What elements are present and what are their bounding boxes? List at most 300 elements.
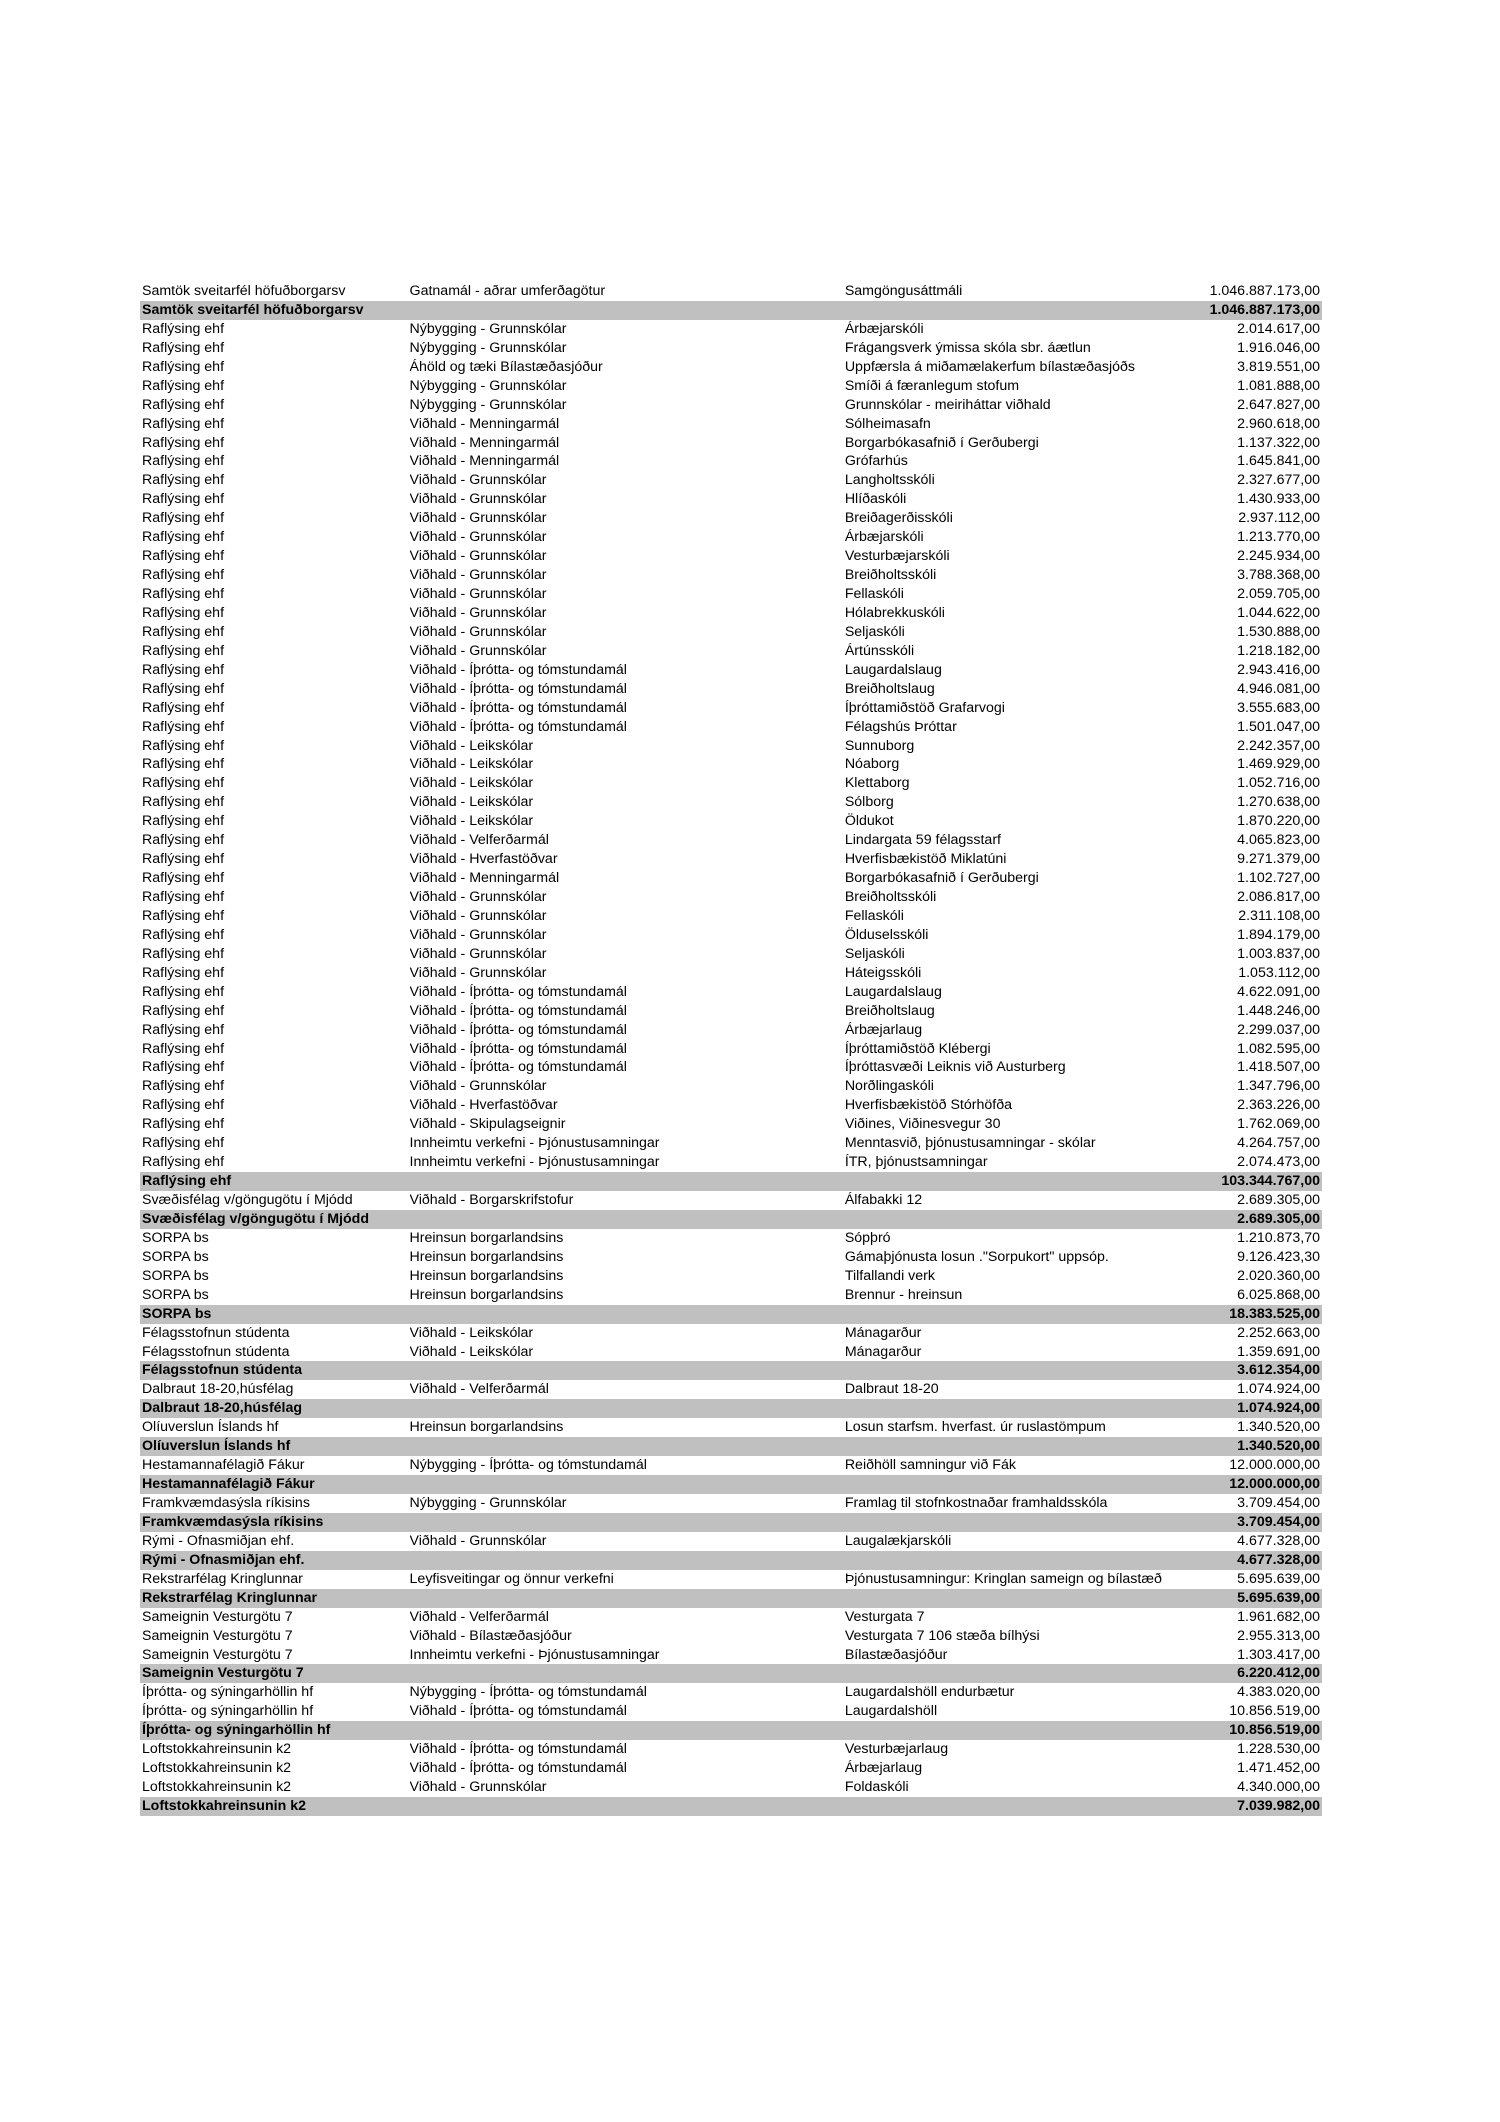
project-cell: Ölduselsskóli [844,926,929,943]
total-amount-cell: 1.074.924,00 [1237,1400,1321,1417]
project-cell: Laugardalslaug [844,983,942,1000]
ledger-row [140,1570,1322,1589]
category-cell: Innheimtu verkefni - Þjónustusamningar [409,1154,660,1171]
project-cell: Brennur - hreinsun [844,1286,963,1303]
vendor-cell: Raflýsing ehf [142,964,225,981]
project-cell: Reiðhöll samningur við Fák [844,1457,1016,1474]
project-cell: Breiðholtslaug [844,680,935,697]
project-cell: Lindargata 59 félagsstarf [844,832,1001,849]
category-cell: Hreinsun borgarlandsins [409,1267,564,1284]
vendor-cell: Raflýsing ehf [142,377,225,394]
vendor-cell: SORPA bs [142,1267,209,1284]
ledger-row [140,737,1322,756]
category-cell: Viðhald - Leikskólar [409,1324,534,1341]
vendor-cell: Raflýsing ehf [142,548,225,565]
ledger-row [140,604,1322,623]
total-amount-cell: 1.340.520,00 [1237,1438,1321,1455]
ledger-row [140,434,1322,453]
ledger-row [140,1740,1322,1759]
ledger-row [140,1627,1322,1646]
category-cell: Viðhald - Leikskólar [409,1343,534,1360]
project-cell: Félagshús Þróttar [844,718,957,735]
amount-cell: 1.053.112,00 [1238,964,1321,981]
category-cell: Viðhald - Borgarskrifstofur [409,1192,574,1208]
category-cell: Viðhald - Íþrótta- og tómstundamál [409,1002,627,1019]
ledger-row [140,1002,1322,1021]
project-cell: Breiðholtsskóli [844,889,937,905]
category-cell [410,1210,845,1229]
vendor-cell: Íþrótta- og sýningarhöllin hf [142,1722,331,1739]
vendor-total-row [140,1437,1322,1456]
vendor-total-row [140,1210,1322,1229]
category-cell [410,1475,845,1494]
vendor-cell: Raflýsing ehf [142,472,225,489]
ledger-row [140,1343,1322,1362]
project-cell: Borgarbókasafnið í Gerðubergi [844,870,1039,887]
ledger-row [140,452,1322,471]
amount-cell: 1.961.682,00 [1237,1608,1321,1625]
project-cell: Árbæjarlaug [844,1021,923,1038]
vendor-cell: Rými - Ofnasmiðjan ehf. [142,1532,295,1549]
project-cell [845,301,1180,320]
project-cell [845,1437,1180,1456]
project-cell: Grófarhús [844,453,908,470]
category-cell: Viðhald - Grunnskólar [409,567,547,584]
amount-cell: 1.916.046,00 [1237,339,1321,356]
ledger-row [140,812,1322,831]
vendor-cell: SORPA bs [142,1305,212,1322]
amount-cell: 2.647.827,00 [1237,396,1321,413]
project-cell: Íþróttasvæði Leiknis við Austurberg [844,1059,1066,1076]
category-cell [410,301,845,320]
vendor-cell: Íþrótta- og sýningarhöllin hf [142,1684,314,1701]
vendor-cell: Raflýsing ehf [142,661,225,678]
ledger-row [140,1702,1322,1721]
category-cell [410,1399,845,1418]
vendor-cell: Samtök sveitarfél höfuðborgarsv [142,301,364,318]
vendor-total-row [140,1399,1322,1418]
category-cell: Viðhald - Íþrótta- og tómstundamál [409,1703,627,1720]
ledger-row [140,964,1322,983]
project-cell [845,1361,1180,1380]
project-cell: Vesturgata 7 106 stæða bílhýsi [844,1627,1040,1644]
ledger-row [140,926,1322,945]
amount-cell: 1.052.716,00 [1237,775,1321,792]
ledger-row [140,585,1322,604]
ledger-row [140,774,1322,793]
category-cell: Viðhald - Grunnskólar [409,491,547,508]
project-cell: Öldukot [844,813,894,830]
project-cell [845,1305,1180,1324]
ledger-row [140,1683,1322,1702]
project-cell: Vesturbæjarlaug [844,1741,949,1758]
vendor-total-row [140,1513,1322,1532]
project-cell: Árbæjarlaug [844,1760,923,1777]
project-cell: Mánagarður [844,1343,922,1360]
project-cell [845,1551,1180,1570]
vendor-cell: Raflýsing ehf [142,320,225,337]
vendor-cell: Rekstrarfélag Kringlunnar [142,1570,303,1587]
project-cell: Árbæjarskóli [844,529,924,546]
project-cell: Breiðholtsskóli [844,567,937,584]
ledger-row [140,1153,1322,1172]
total-amount-cell: 6.220.412,00 [1237,1665,1321,1682]
ledger-row [140,831,1322,850]
vendor-cell: Samtök sveitarfél höfuðborgarsv [142,283,346,299]
category-cell: Viðhald - Grunnskólar [409,945,547,962]
amount-cell: 1.102.727,00 [1237,870,1321,887]
vendor-cell: Raflýsing ehf [142,586,225,602]
vendor-cell: Raflýsing ehf [142,453,225,470]
project-cell: Ártúnsskóli [844,642,915,659]
category-cell: Viðhald - Grunnskólar [409,1779,547,1796]
amount-cell: 1.003.837,00 [1237,945,1321,962]
ledger-row [140,623,1322,642]
category-cell: Viðhald - Leikskólar [409,737,534,754]
vendor-cell: Raflýsing ehf [142,945,225,962]
amount-cell: 1.359.691,00 [1237,1343,1321,1360]
amount-cell: 1.347.796,00 [1237,1078,1321,1095]
category-cell [410,1172,845,1191]
category-cell: Viðhald - Leikskólar [409,756,534,773]
ledger-row [140,718,1322,737]
ledger-row [140,547,1322,566]
ledger-row [140,1286,1322,1305]
category-cell: Viðhald - Íþrótta- og tómstundamál [409,680,627,697]
project-cell: Laugardalslaug [844,661,942,678]
project-cell: Laugardalshöll endurbætur [844,1684,1015,1701]
category-cell: Nýbygging - Íþrótta- og tómstundamál [409,1684,647,1701]
vendor-cell: Raflýsing ehf [142,1173,232,1190]
vendor-cell: Svæðisfélag v/göngugötu í Mjódd [142,1210,369,1227]
vendor-total-row [140,1172,1322,1191]
ledger-row [140,1646,1322,1665]
category-cell: Nýbygging - Grunnskólar [409,339,567,356]
project-cell: Árbæjarskóli [844,320,924,337]
vendor-cell: Raflýsing ehf [142,1078,225,1095]
ledger-row [140,661,1322,680]
ledger-row [140,699,1322,718]
vendor-cell: Raflýsing ehf [142,623,225,640]
ledger-row [140,490,1322,509]
amount-cell: 1.046.887.173,00 [1209,283,1321,299]
ledger-row [140,1608,1322,1627]
ledger-row [140,1021,1322,1040]
ledger-row [140,282,1322,301]
category-cell: Viðhald - Grunnskólar [409,586,547,602]
category-cell: Viðhald - Velferðarmál [409,832,549,849]
amount-cell: 2.955.313,00 [1237,1627,1321,1644]
vendor-cell: Raflýsing ehf [142,604,225,621]
total-amount-cell: 18.383.525,00 [1229,1305,1321,1322]
project-cell [845,1475,1180,1494]
ledger-row [140,339,1322,358]
project-cell: Sólheimasafn [844,415,931,432]
vendor-cell: Raflýsing ehf [142,926,225,943]
category-cell: Viðhald - Leikskólar [409,813,534,830]
project-cell: Hólabrekkuskóli [844,604,945,621]
ledger-row [140,1494,1322,1513]
project-cell: Menntasvið, þjónustusamningar - skólar [844,1135,1096,1152]
category-cell: Viðhald - Grunnskólar [409,889,547,905]
ledger-row [140,1759,1322,1778]
category-cell: Viðhald - Menningarmál [409,434,560,451]
amount-cell: 4.383.020,00 [1237,1684,1321,1701]
project-cell: Nóaborg [844,756,900,773]
category-cell: Viðhald - Leikskólar [409,775,534,792]
vendor-cell: Raflýsing ehf [142,642,225,659]
vendor-cell: Rými - Ofnasmiðjan ehf. [142,1551,305,1568]
project-cell: Breiðholtslaug [844,1002,935,1019]
vendor-cell: Hestamannafélagið Fákur [142,1476,315,1493]
category-cell: Nýbygging - Íþrótta- og tómstundamál [409,1457,647,1474]
vendor-cell: Raflýsing ehf [142,434,225,451]
amount-cell: 2.299.037,00 [1237,1021,1321,1038]
vendor-cell: Raflýsing ehf [142,358,225,375]
project-cell: Íþróttamiðstöð Grafarvogi [844,699,1005,716]
category-cell: Viðhald - Íþrótta- og tómstundamál [409,718,627,735]
vendor-total-row [140,1305,1322,1324]
amount-cell: 2.086.817,00 [1237,889,1321,905]
vendor-cell: Raflýsing ehf [142,1154,225,1171]
project-cell: Sólborg [844,794,894,811]
vendor-cell: SORPA bs [142,1229,209,1246]
amount-cell: 1.044.622,00 [1237,604,1321,621]
amount-cell: 1.471.452,00 [1237,1760,1321,1777]
vendor-cell: Raflýsing ehf [142,699,225,716]
category-cell: Viðhald - Grunnskólar [409,964,547,981]
category-cell: Viðhald - Hverfastöðvar [409,851,558,868]
category-cell: Viðhald - Menningarmál [409,870,560,887]
vendor-cell: Sameignin Vesturgötu 7 [142,1608,293,1625]
ledger-row [140,1380,1322,1399]
ledger-row [140,888,1322,907]
ledger-row [140,1040,1322,1059]
vendor-cell: Hestamannafélagið Fákur [142,1457,305,1474]
vendor-cell: Raflýsing ehf [142,510,225,527]
ledger-row [140,1532,1322,1551]
category-cell: Viðhald - Íþrótta- og tómstundamál [409,983,627,1000]
category-cell: Viðhald - Hverfastöðvar [409,1097,558,1114]
amount-cell: 9.271.379,00 [1237,851,1321,868]
category-cell: Nýbygging - Grunnskólar [409,320,567,337]
amount-cell: 1.303.417,00 [1237,1646,1321,1663]
ledger-row [140,1324,1322,1343]
vendor-cell: Raflýsing ehf [142,1116,225,1133]
vendor-total-row [140,301,1322,320]
category-cell: Viðhald - Grunnskólar [409,604,547,621]
category-cell [410,1664,845,1683]
project-cell: Hverfisbækistöð Stórhöfða [844,1097,1012,1114]
vendor-cell: Raflýsing ehf [142,529,225,546]
amount-cell: 1.137.322,00 [1237,434,1321,451]
vendor-cell: Framkvæmdasýsla ríkisins [142,1495,310,1511]
vendor-cell: Félagsstofnun stúdenta [142,1343,290,1360]
total-amount-cell: 103.344.767,00 [1221,1173,1321,1190]
amount-cell: 4.264.757,00 [1237,1135,1321,1152]
amount-cell: 4.677.328,00 [1237,1532,1321,1549]
vendor-total-row [140,1797,1322,1816]
project-cell [845,1797,1180,1816]
total-amount-cell: 3.612.354,00 [1237,1362,1321,1379]
vendor-cell: Raflýsing ehf [142,832,225,849]
amount-cell: 2.059.705,00 [1237,586,1321,602]
vendor-cell: Raflýsing ehf [142,737,225,754]
ledger-row [140,1248,1322,1267]
vendor-cell: Raflýsing ehf [142,1059,225,1076]
amount-cell: 3.819.551,00 [1237,358,1321,375]
vendor-cell: Raflýsing ehf [142,415,225,432]
project-cell [845,1589,1180,1608]
total-amount-cell: 2.689.305,00 [1237,1210,1321,1227]
amount-cell: 1.469.929,00 [1237,756,1321,773]
vendor-cell: Félagsstofnun stúdenta [142,1362,303,1379]
total-amount-cell: 1.046.887.173,00 [1209,301,1321,318]
amount-cell: 1.762.069,00 [1237,1116,1321,1133]
category-cell: Viðhald - Grunnskólar [409,642,547,659]
project-cell: Seljaskóli [844,623,905,640]
amount-cell: 1.340.520,00 [1237,1419,1321,1436]
vendor-cell: Raflýsing ehf [142,775,225,792]
ledger-row [140,1096,1322,1115]
vendor-cell: Olíuverslun Íslands hf [142,1419,279,1436]
project-cell: Fellaskóli [844,586,904,602]
amount-cell: 1.501.047,00 [1237,718,1321,735]
project-cell: Borgarbókasafnið í Gerðubergi [844,434,1039,451]
category-cell: Leyfisveitingar og önnur verkefni [409,1570,614,1587]
project-cell: Hlíðaskóli [844,491,907,508]
project-cell: Langholtsskóli [844,472,935,489]
category-cell: Viðhald - Grunnskólar [409,548,547,565]
vendor-cell: Raflýsing ehf [142,718,225,735]
ledger-row [140,509,1322,528]
amount-cell: 2.943.416,00 [1237,661,1321,678]
vendor-cell: Sameignin Vesturgötu 7 [142,1627,293,1644]
vendor-cell: Raflýsing ehf [142,1097,225,1114]
project-cell: Dalbraut 18-20 [844,1381,939,1398]
vendor-cell: SORPA bs [142,1286,209,1303]
category-cell: Viðhald - Skipulagseignir [409,1116,566,1133]
ledger-row [140,320,1322,339]
category-cell: Nýbygging - Grunnskólar [409,377,567,394]
vendor-cell: Raflýsing ehf [142,1002,225,1019]
vendor-cell: Loftstokkahreinsunin k2 [142,1798,306,1814]
ledger-row [140,471,1322,490]
amount-cell: 1.645.841,00 [1237,453,1321,470]
project-cell: Framlag til stofnkostnaðar framhaldsskóla [844,1495,1108,1511]
project-cell [845,1172,1180,1191]
amount-cell: 4.622.091,00 [1237,983,1321,1000]
ledger-row [140,907,1322,926]
vendor-cell: Raflýsing ehf [142,1040,225,1057]
ledger-row [140,377,1322,396]
amount-cell: 2.327.677,00 [1237,472,1321,489]
ledger-row [140,1456,1322,1475]
vendor-cell: Raflýsing ehf [142,813,225,830]
category-cell: Viðhald - Íþrótta- og tómstundamál [409,661,627,678]
total-amount-cell: 7.039.982,00 [1237,1798,1321,1814]
project-cell: Fellaskóli [844,907,904,924]
category-cell [410,1589,845,1608]
project-cell: Frágangsverk ýmissa skóla sbr. áætlun [844,339,1091,356]
amount-cell: 2.020.360,00 [1237,1267,1321,1284]
project-cell: Sópþró [844,1229,891,1246]
vendor-cell: Raflýsing ehf [142,907,225,924]
category-cell: Nýbygging - Grunnskólar [409,396,567,413]
category-cell [410,1551,845,1570]
total-amount-cell: 3.709.454,00 [1237,1513,1321,1530]
amount-cell: 1.870.220,00 [1237,813,1321,830]
ledger-row [140,1191,1322,1210]
vendor-cell: Raflýsing ehf [142,567,225,584]
category-cell: Hreinsun borgarlandsins [409,1419,564,1436]
category-cell: Innheimtu verkefni - Þjónustusamningar [409,1135,660,1152]
total-amount-cell: 5.695.639,00 [1237,1589,1321,1606]
project-cell [845,1210,1180,1229]
ledger-row [140,680,1322,699]
ledger-row [140,869,1322,888]
amount-cell: 2.014.617,00 [1237,320,1321,337]
ledger-row [140,1229,1322,1248]
category-cell: Viðhald - Menningarmál [409,415,560,432]
vendor-cell: Rekstrarfélag Kringlunnar [142,1589,318,1606]
vendor-total-row [140,1361,1322,1380]
vendor-cell: Raflýsing ehf [142,870,225,887]
ledger-row [140,642,1322,661]
category-cell [410,1305,845,1324]
category-cell: Viðhald - Grunnskólar [409,510,547,527]
vendor-cell: Íþrótta- og sýningarhöllin hf [142,1703,314,1720]
amount-cell: 2.689.305,00 [1237,1192,1321,1208]
project-cell: Íþróttamiðstöð Klébergi [844,1040,991,1057]
category-cell: Hreinsun borgarlandsins [409,1286,564,1303]
category-cell: Viðhald - Íþrótta- og tómstundamál [409,1059,627,1076]
category-cell: Viðhald - Leikskólar [409,794,534,811]
vendor-cell: Framkvæmdasýsla ríkisins [142,1513,324,1530]
amount-cell: 1.448.246,00 [1237,1002,1321,1019]
amount-cell: 1.210.873,70 [1237,1229,1321,1246]
amount-cell: 2.074.473,00 [1237,1154,1321,1171]
vendor-cell: Raflýsing ehf [142,396,225,413]
vendor-cell: Loftstokkahreinsunin k2 [142,1741,292,1758]
vendor-cell: Loftstokkahreinsunin k2 [142,1779,292,1796]
category-cell: Viðhald - Íþrótta- og tómstundamál [409,1040,627,1057]
amount-cell: 2.960.618,00 [1237,415,1321,432]
amount-cell: 4.065.823,00 [1237,832,1321,849]
category-cell: Viðhald - Íþrótta- og tómstundamál [409,699,627,716]
project-cell [845,1721,1180,1740]
amount-cell: 1.082.595,00 [1237,1040,1321,1057]
vendor-cell: Raflýsing ehf [142,889,225,905]
amount-cell: 2.937.112,00 [1238,510,1321,527]
vendor-cell: Raflýsing ehf [142,756,225,773]
vendor-cell: Raflýsing ehf [142,491,225,508]
project-cell: Vesturgata 7 [844,1608,925,1625]
amount-cell: 9.126.423,30 [1237,1248,1321,1265]
category-cell: Viðhald - Grunnskólar [409,472,547,489]
vendor-total-row [140,1475,1322,1494]
vendor-cell: Raflýsing ehf [142,1021,225,1038]
vendor-cell: Raflýsing ehf [142,983,225,1000]
ledger-row [140,415,1322,434]
category-cell: Viðhald - Grunnskólar [409,907,547,924]
vendor-cell: Raflýsing ehf [142,1135,225,1152]
vendor-cell: Raflýsing ehf [142,851,225,868]
project-cell: ÍTR, þjónustsamningar [844,1154,988,1171]
project-cell: Laugalækjarskóli [844,1532,952,1549]
amount-cell: 4.946.081,00 [1237,680,1321,697]
category-cell: Viðhald - Menningarmál [409,453,560,470]
